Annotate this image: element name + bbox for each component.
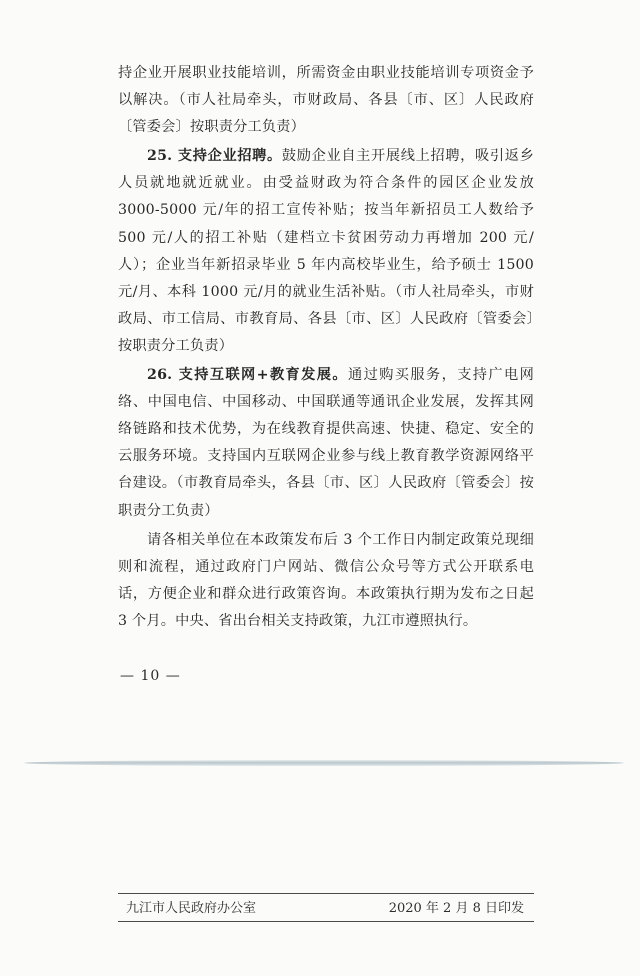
footer-issuer: 九江市人民政府办公室 — [126, 901, 257, 916]
paragraph-continuation: 持企业开展职业技能培训，所需资金由职业技能培训专项资金予以解决。（市人社局牵头，市财政局、各县〔市、区〕人民政府〔管委会〕按职责分工负责） — [118, 65, 534, 136]
page-divider — [24, 760, 624, 766]
paragraph-closing: 请各相关单位在本政策发布后 3 个工作日内制定政策兑现细则和流程，通过政府门户网站、微信公众号等方式公开联系电话，方便企业和群众进行政策咨询。本政策执行期为发布之日起 3 个月。中央、省出台相关支持政策，九江市遵照执行。 — [118, 531, 534, 629]
footer — [126, 897, 524, 916]
footer-top-rule — [118, 893, 534, 894]
paragraph-item-26 — [118, 362, 534, 525]
item-26-heading: 26. 支持互联网+教育发展。 — [147, 367, 348, 384]
item-25-heading: 25. 支持企业招聘。 — [147, 148, 282, 165]
page-number: — 10 — — [120, 668, 181, 684]
document-body — [118, 60, 534, 635]
footer-bottom-rule — [118, 921, 534, 922]
item-25-body: 鼓励企业自主开展线上招聘，吸引返乡人员就地就近就业。由受益财政为符合条件的园区企业发放 3000-5000 元/年的招工宣传补贴；按当年新招员工人数给予 500 元/人的招工补贴（建档立卡贫困劳动力再增加 200 元/人）；企业当年新招录毕业 5 年内高校毕业生，给予硕士 1500 元/月、本科 1000 元/月的就业生活补贴。（市人社局牵头，市财政局、市工信局、市教育局、各县〔市、区〕人民政府〔管委会〕按职责分工负责） — [118, 148, 534, 354]
paragraph-item-25 — [118, 143, 534, 360]
item-26-body: 通过购买服务，支持广电网络、中国电信、中国移动、中国联通等通讯企业发展，发挥其网络链路和技术优势，为在线教育提供高速、快捷、稳定、安全的云服务环境。支持国内互联网企业参与线上教育教学资源网络平台建设。（市教育局牵头，各县〔市、区〕人民政府〔管委会〕按职责分工负责） — [118, 367, 535, 519]
footer-date: 2020 年 2 月 8 日印发 — [388, 901, 524, 916]
